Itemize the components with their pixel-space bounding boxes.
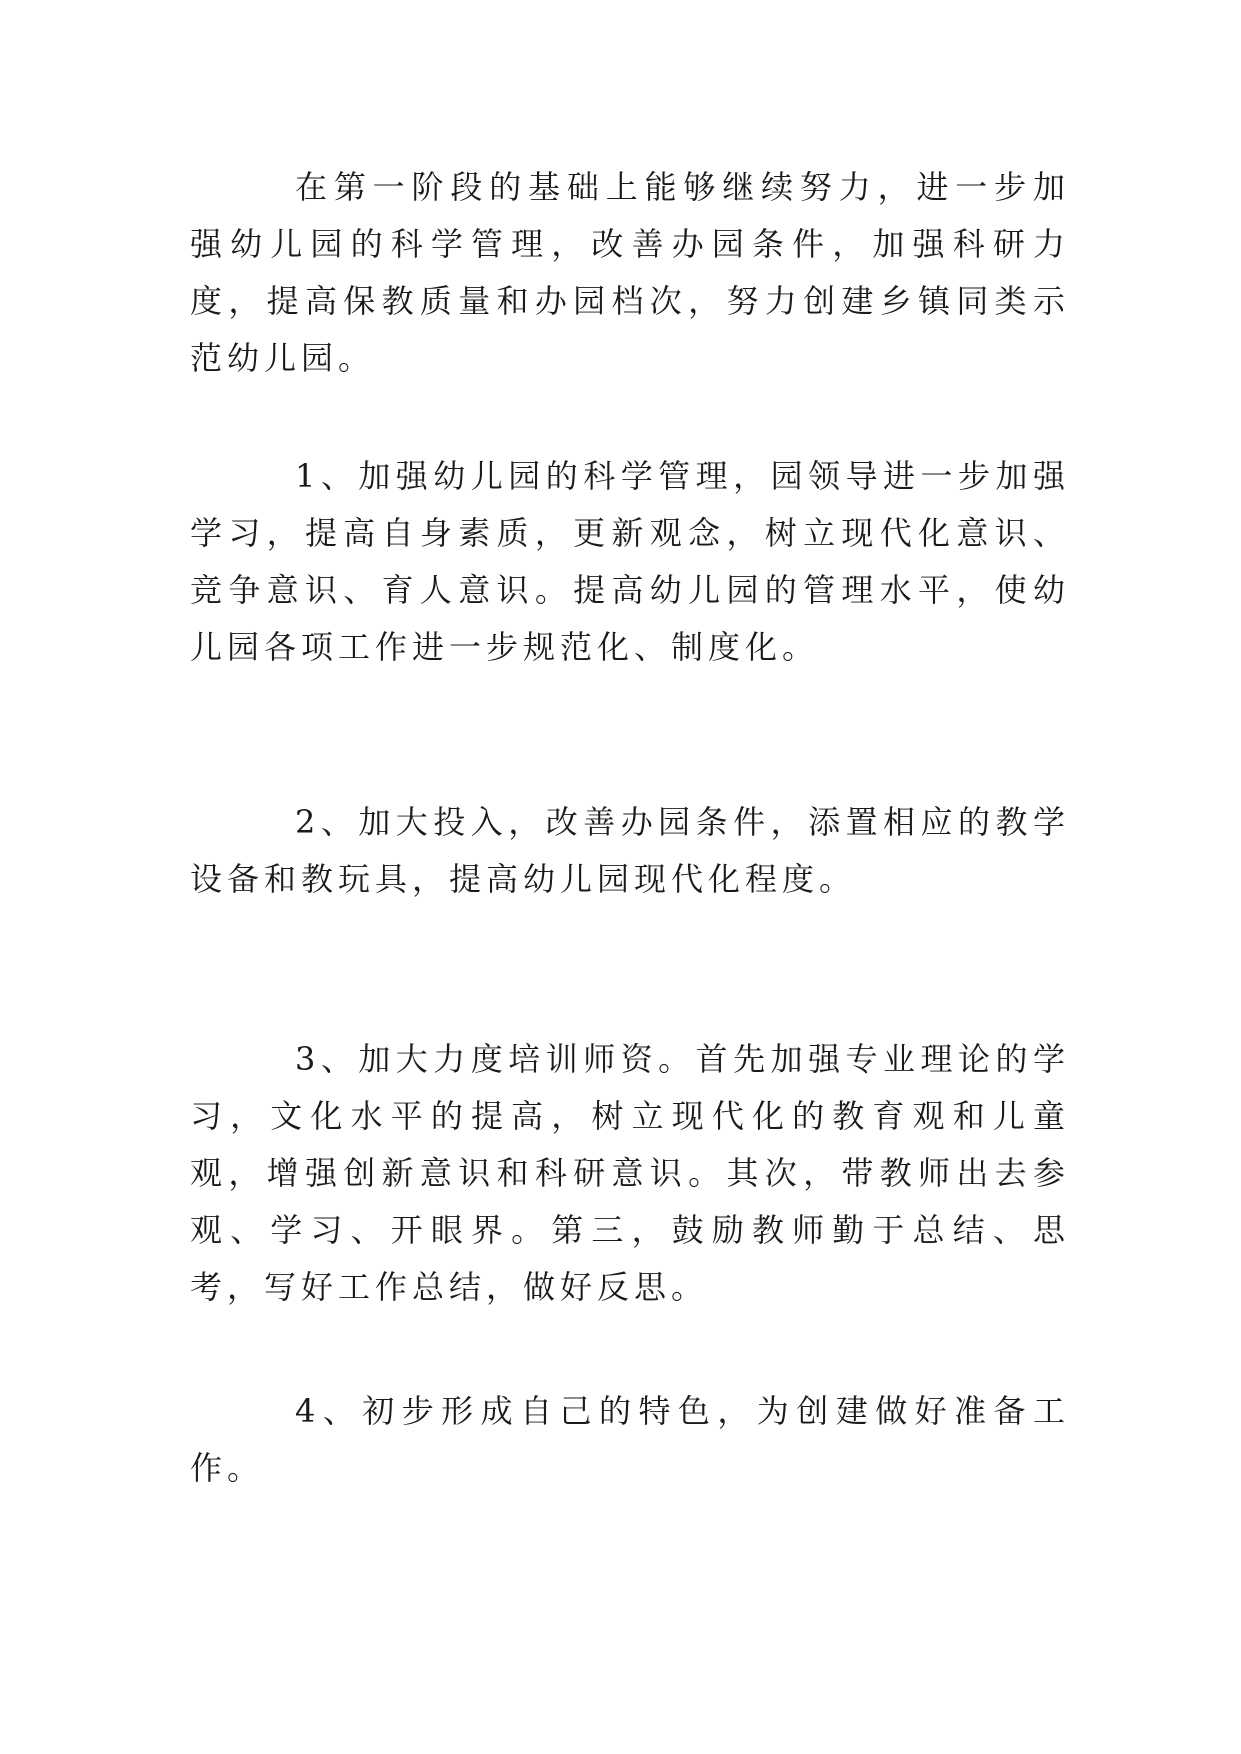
paragraph-item-4: 4、初步形成自己的特色，为创建做好准备工作。 [190, 1392, 1070, 1487]
paragraph-intro: 在第一阶段的基础上能够继续努力，进一步加强幼儿园的科学管理，改善办园条件，加强科研力度，提高保教质量和办园档次，努力创建乡镇同类示范幼儿园。 [190, 168, 1070, 377]
paragraph-item-2: 2、加大投入，改善办园条件，添置相应的教学设备和教玩具，提高幼儿园现代化程度。 [190, 803, 1070, 898]
paragraph-item-1: 1、加强幼儿园的科学管理，园领导进一步加强学习，提高自身素质，更新观念，树立现代化意识、竞争意识、育人意识。提高幼儿园的管理水平，使幼儿园各项工作进一步规范化、制度化。 [190, 457, 1070, 666]
paragraph-item-3: 3、加大力度培训师资。首先加强专业理论的学习，文化水平的提高，树立现代化的教育观和儿童观，增强创新意识和科研意识。其次，带教师出去参观、学习、开眼界。第三，鼓励教师勤于总结、思考，写好工作总结，做好反思。 [190, 1040, 1070, 1306]
